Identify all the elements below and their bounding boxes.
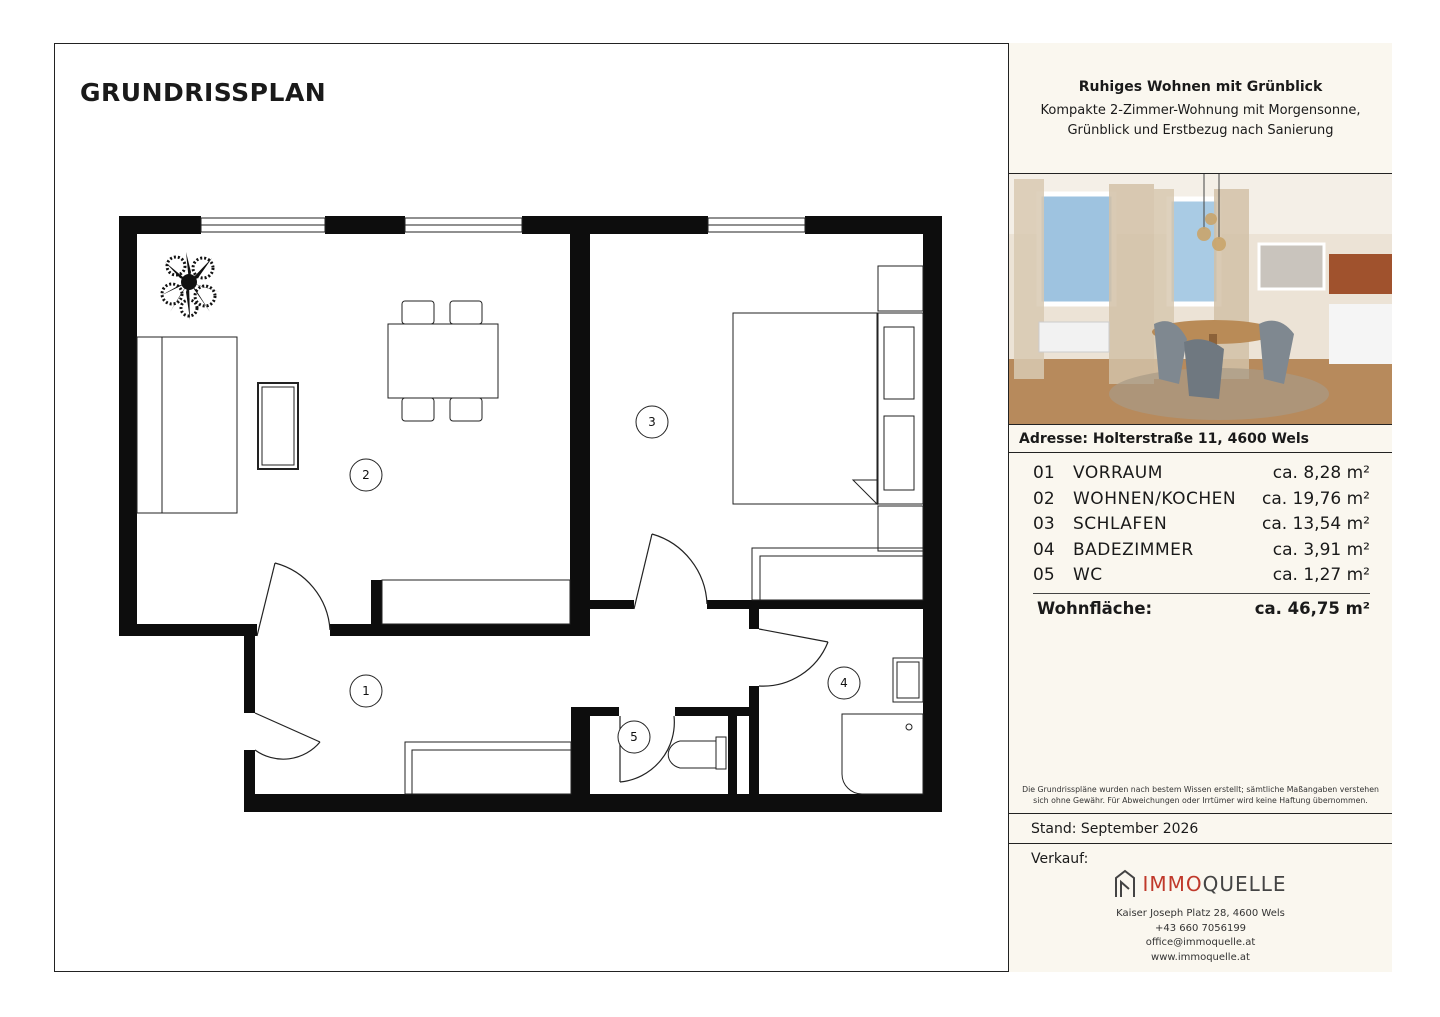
room-area: ca. 3,91 m² xyxy=(1272,539,1370,560)
dining-room-image xyxy=(1009,174,1392,424)
room-label-3: 3 xyxy=(648,415,656,429)
room-label-5: 5 xyxy=(630,730,638,744)
room-number: 03 xyxy=(1033,514,1055,534)
room-name: WC xyxy=(1073,565,1103,585)
interior-photo xyxy=(1009,174,1392,425)
listing-header xyxy=(1009,43,1392,174)
contact-street: Kaiser Joseph Platz 28, 4600 Wels xyxy=(1116,908,1285,919)
room-name: BADEZIMMER xyxy=(1073,539,1194,560)
company-name-b: QUELLE xyxy=(1202,872,1287,896)
disclaimer: Die Grundrisspläne wurden nach bestem Wissen erstellt; sämtliche Maßangaben verstehen sich ohne Gewähr. Für Abweichungen oder Irrtümer wird keine Haftung übernommen. xyxy=(1022,785,1379,805)
info-panel xyxy=(1008,43,1392,972)
windows xyxy=(201,218,805,232)
room-name: WOHNEN/KOCHEN xyxy=(1073,488,1237,509)
room-area: ca. 8,28 m² xyxy=(1272,463,1370,483)
room-row xyxy=(1033,538,1370,564)
address-line xyxy=(1009,425,1392,453)
room-label-4: 4 xyxy=(840,676,848,690)
contact-phone[interactable]: +43 660 7056199 xyxy=(1154,922,1247,934)
room-number: 05 xyxy=(1033,565,1055,585)
address-value: Holterstraße 11, 4600 Wels xyxy=(1092,431,1310,447)
total-label: Wohnfläche: xyxy=(1037,598,1153,618)
listing-headline: Ruhiges Wohnen mit Grünblick xyxy=(1078,79,1323,95)
sale-label: Verkauf: xyxy=(1031,851,1089,867)
room-list xyxy=(1009,453,1392,622)
room-name: SCHLAFEN xyxy=(1073,514,1168,534)
contact-block xyxy=(1009,907,1392,965)
room-label-1: 1 xyxy=(362,684,370,698)
plant-icon xyxy=(160,252,220,320)
total-area-row xyxy=(1033,593,1370,622)
address-label: Adresse: xyxy=(1019,431,1089,447)
page-title: GRUNDRISSPLAN xyxy=(80,78,327,107)
room-number: 01 xyxy=(1033,463,1055,483)
room-label-2: 2 xyxy=(362,468,370,482)
house-logo-icon xyxy=(1114,869,1136,899)
room-row xyxy=(1033,487,1370,513)
room-number: 04 xyxy=(1033,539,1055,560)
listing-subline-1: Kompakte 2-Zimmer-Wohnung mit Morgensonne, xyxy=(1040,103,1361,118)
room-row xyxy=(1033,563,1370,589)
room-row xyxy=(1033,461,1370,487)
room-name: VORRAUM xyxy=(1073,463,1163,483)
doors xyxy=(255,534,828,782)
walls xyxy=(119,216,942,812)
room-area: ca. 13,54 m² xyxy=(1261,514,1370,534)
company-logo xyxy=(1009,869,1392,899)
contact-web[interactable]: www.immoquelle.at xyxy=(1151,951,1250,963)
company-name xyxy=(1142,872,1286,896)
contact-email[interactable]: office@immoquelle.at xyxy=(1145,937,1256,948)
company-name-a: IMMO xyxy=(1142,872,1203,896)
room-area: ca. 19,76 m² xyxy=(1261,488,1370,509)
room-number: 02 xyxy=(1033,488,1055,509)
furniture xyxy=(137,266,923,794)
room-area: ca. 1,27 m² xyxy=(1272,565,1370,585)
total-area: ca. 46,75 m² xyxy=(1254,598,1370,618)
room-row xyxy=(1033,512,1370,538)
stand-date: Stand: September 2026 xyxy=(1009,813,1392,844)
listing-subline-2: Grünblick und Erstbezug nach Sanierung xyxy=(1067,123,1334,138)
